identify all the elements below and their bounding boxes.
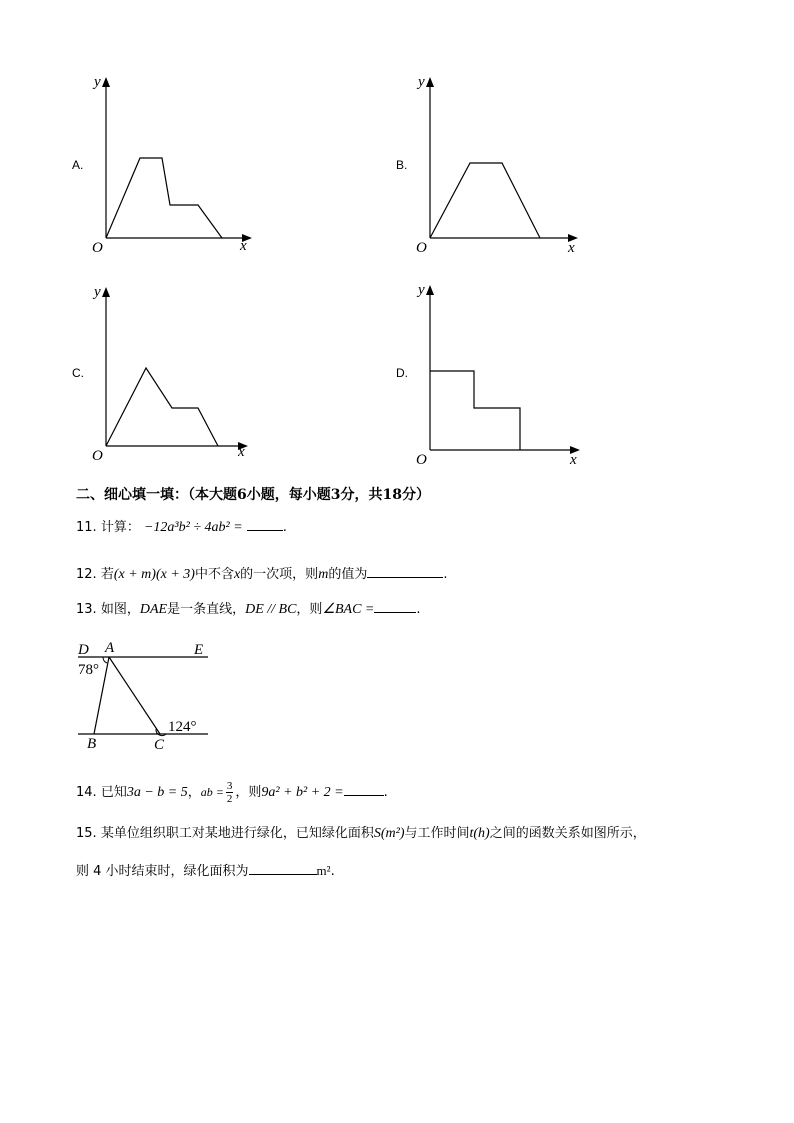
option-c-x-axis-label: x xyxy=(238,444,245,460)
q15-answer-blank[interactable] xyxy=(249,862,317,875)
q12-expression: (x + m)(x + 3) xyxy=(113,567,195,582)
q14-expr1: 3a − b = 5 xyxy=(126,785,188,800)
option-d-graph xyxy=(412,278,587,470)
q14-answer-blank[interactable] xyxy=(344,783,384,796)
option-b-origin-label: O xyxy=(416,240,427,256)
option-b-y-axis-label: y xyxy=(418,74,425,90)
q13-answer-blank[interactable] xyxy=(374,600,416,613)
q13-dae: DAE xyxy=(139,602,168,617)
option-a-x-axis-label: x xyxy=(240,238,247,254)
q13-pre: 如图， xyxy=(100,602,140,617)
q11-number: 11. xyxy=(76,520,97,535)
question-15-line-2 xyxy=(76,860,335,879)
q11-end: . xyxy=(282,520,287,535)
q15-number: 15. xyxy=(76,826,97,841)
option-d-origin-label: O xyxy=(416,452,427,468)
q14-mid: ，则 xyxy=(235,785,262,800)
question-12 xyxy=(76,563,447,583)
triangle-figure xyxy=(74,636,224,754)
option-c-y-axis-label: y xyxy=(94,284,101,300)
q13-mid1: 是一条直线， xyxy=(167,602,246,617)
q12-pre: 若 xyxy=(100,567,114,582)
q14-ab: ab = xyxy=(200,785,224,799)
q15-unit: m² xyxy=(316,863,331,878)
q14-fraction xyxy=(226,780,234,805)
q11-text: 计算： xyxy=(100,520,140,535)
option-c-origin-label: O xyxy=(92,448,103,464)
q12-end: . xyxy=(443,567,448,582)
q12-var-m: m xyxy=(318,567,329,582)
q14-end: . xyxy=(383,785,388,800)
q14-frac-den: 2 xyxy=(226,793,233,805)
q12-var-x: x xyxy=(233,567,241,582)
option-c-graph xyxy=(88,280,258,465)
q15-line2a: 则 4 小时结束时，绿化面积为 xyxy=(76,864,249,879)
q14-frac-num: 3 xyxy=(226,780,233,792)
q11-answer-blank[interactable] xyxy=(247,518,283,531)
point-c-label: C xyxy=(154,737,165,753)
option-a-graph xyxy=(88,72,258,257)
option-b-graph xyxy=(412,72,587,257)
section-heading: 二、细心填一填：（本大题6小题，每小题3分，共18分） xyxy=(76,487,430,503)
q14-sep: ， xyxy=(187,785,201,800)
q15-line1b: 与工作时间 xyxy=(404,826,470,841)
question-13 xyxy=(76,598,421,618)
option-a-label: A. xyxy=(72,158,84,172)
q13-parallel: DE // BC xyxy=(245,602,297,617)
q11-expression: −12a³b² ÷ 4ab² = xyxy=(143,520,243,535)
q12-number: 12. xyxy=(76,567,97,582)
q15-line1a: 某单位组织职工对某地进行绿化，已知绿化面积 xyxy=(100,826,374,841)
q12-answer-blank[interactable] xyxy=(367,565,443,578)
q13-end: . xyxy=(416,602,421,617)
option-a-origin-label: O xyxy=(92,240,103,256)
q13-mid2: ，则 xyxy=(296,602,323,617)
q15-end: . xyxy=(330,864,335,879)
question-15-line-1 xyxy=(76,822,646,842)
q12-mid2: 的一次项，则 xyxy=(240,567,319,582)
angle-78-label: 78° xyxy=(78,662,99,678)
question-14 xyxy=(76,780,388,805)
q12-mid3: 的值为 xyxy=(328,567,368,582)
point-a-label: A xyxy=(105,640,115,656)
q14-number: 14. xyxy=(76,785,97,800)
q15-t-var: t(h) xyxy=(469,826,490,841)
angle-124-label: 124° xyxy=(168,719,197,735)
option-b-x-axis-label: x xyxy=(568,240,575,256)
option-c-label: C. xyxy=(72,366,84,380)
q15-line1c: 之间的函数关系如图所示， xyxy=(489,826,646,841)
q13-number: 13. xyxy=(76,602,97,617)
point-b-label: B xyxy=(87,736,97,752)
point-d-label: D xyxy=(78,642,89,658)
q13-angle: ∠BAC = xyxy=(322,602,375,617)
q15-s-var: S(m²) xyxy=(373,826,405,841)
q14-expr2: 9a² + b² + 2 = xyxy=(261,785,344,800)
option-d-label: D. xyxy=(396,366,408,380)
question-11 xyxy=(76,516,287,536)
q14-pre: 已知 xyxy=(100,785,127,800)
option-a-y-axis-label: y xyxy=(94,74,101,90)
option-b-label: B. xyxy=(396,158,408,172)
point-e-label: E xyxy=(194,642,204,658)
option-d-y-axis-label: y xyxy=(418,282,425,298)
q12-mid1: 中不含 xyxy=(194,567,234,582)
option-d-x-axis-label: x xyxy=(570,452,577,468)
